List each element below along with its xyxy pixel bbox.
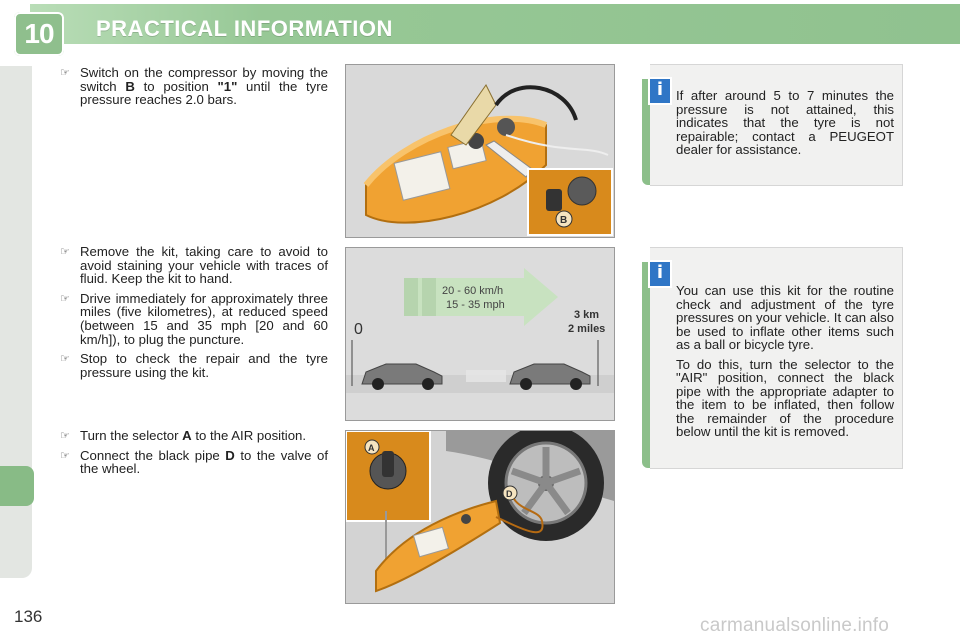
- pointing-hand-icon: ☞: [60, 430, 70, 442]
- driving-distance-illustration: [345, 247, 615, 421]
- header-bar: [0, 0, 960, 49]
- info-note-routine-check: [650, 247, 903, 469]
- pointing-hand-icon: ☞: [60, 246, 70, 258]
- list-item: ☞ Drive immediately for approximately three miles (five kilometres), at reduced speed (between 15 and 35 mph [20 and 60 km/h]), to plug the puncture.: [60, 290, 328, 347]
- list-item: ☞ Turn the selector A to the AIR position.: [60, 428, 307, 443]
- list-item: ☞ Connect the black pipe D to the valve of the wheel.: [60, 447, 328, 477]
- distance-km-label: 3 km: [574, 309, 600, 321]
- label-d: D: [506, 489, 513, 499]
- instructions-switch-on: [60, 66, 328, 113]
- speed-kmh-label: 20 - 60 km/h: [442, 285, 504, 297]
- list-item: ☞ Switch on the compressor by moving the switch B to position "1" until the tyre pressure reaches 2.0 bars.: [60, 65, 328, 108]
- label-b: B: [560, 215, 568, 226]
- chapter-tab-marker: [0, 466, 34, 506]
- info-paragraph: You can use this kit for the routine check and adjustment of the tyre pressures on your vehicle. It can also be used to inflate other items such as a ball or bicycle tyre.: [676, 283, 894, 352]
- info-note-text: If after around 5 to 7 minutes the pressure is not attained, this indicates that the tyre is not repairable; contact a PEUGEOT dealer for assistance.: [676, 88, 894, 157]
- pointing-hand-icon: ☞: [60, 449, 70, 462]
- pointing-hand-icon: ☞: [60, 353, 70, 366]
- page-title: PRACTICAL INFORMATION: [96, 16, 393, 41]
- watermark: carmanualsonline.info: [700, 615, 890, 636]
- list-item: ☞ Remove the kit, taking care to avoid to avoid staining your vehicle with traces of fluid. Keep the kit to hand.: [60, 244, 328, 287]
- speed-mph-label: 15 - 35 mph: [446, 299, 505, 311]
- list-item: ☞ Stop to check the repair and the tyre pressure using the kit.: [60, 351, 328, 380]
- pointing-hand-icon: ☞: [60, 292, 70, 305]
- start-distance-label: 0: [354, 321, 363, 338]
- info-note-unrepairable: [650, 64, 903, 186]
- info-icon: i: [648, 77, 672, 105]
- instructions-drive: [60, 245, 328, 385]
- wheel-connection-illustration: [345, 430, 615, 604]
- page-number: 136: [14, 607, 43, 626]
- info-icon: i: [648, 260, 672, 288]
- distance-miles-label: 2 miles: [568, 323, 606, 335]
- chapter-number: 10: [14, 12, 64, 56]
- label-a: A: [368, 443, 375, 453]
- pointing-hand-icon: ☞: [60, 67, 70, 79]
- instructions-connect: [60, 429, 328, 482]
- info-paragraph: To do this, turn the selector to the "AIR" position, connect the black pipe with the appropriate adapter to the item to be inflated, then follow the remainder of the procedure below until the kit is removed.: [676, 356, 894, 439]
- compressor-illustration: [345, 64, 615, 238]
